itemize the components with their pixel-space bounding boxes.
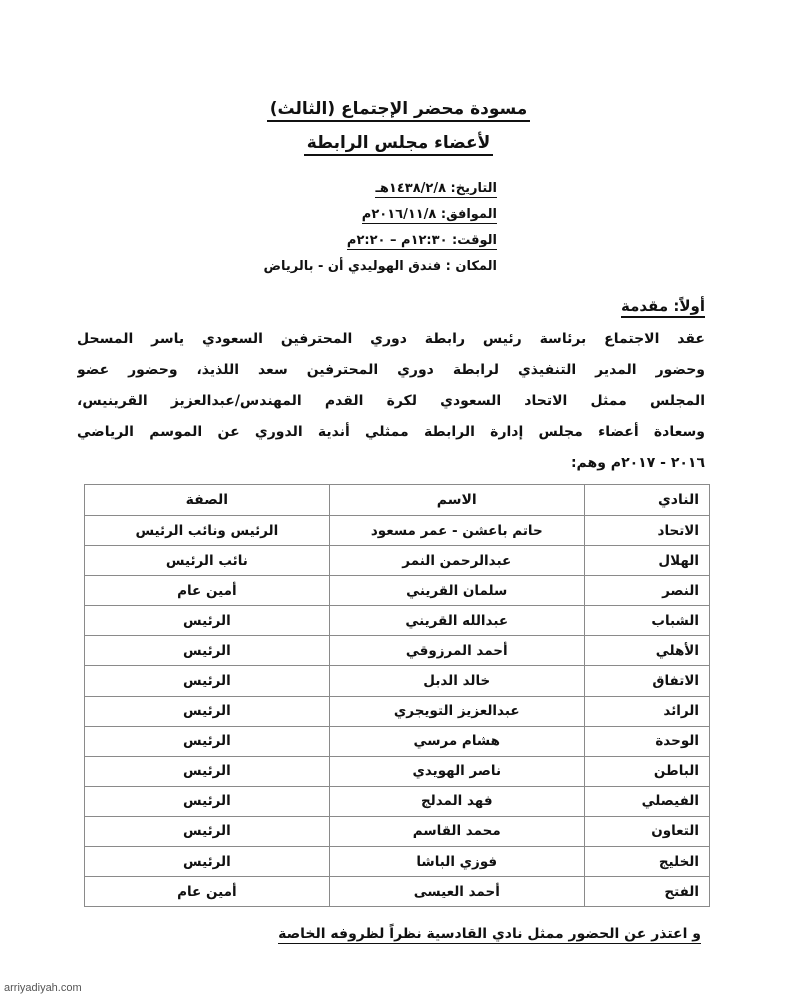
table-row — [85, 666, 710, 696]
header-club: النادي — [584, 485, 709, 516]
intro-line: وحضور المدير التنفيذي لرابطة دوري المحترفين سعد اللذيذ، وحضور عضو — [77, 362, 705, 378]
cell-role: أمين عام — [85, 877, 330, 907]
cell-role: الرئيس ونائب الرئيس — [85, 516, 330, 546]
intro-line: ٢٠١٦ - ٢٠١٧م وهم: — [570, 455, 705, 471]
cell-role: الرئيس — [85, 636, 330, 666]
cell-role: أمين عام — [85, 576, 330, 606]
cell-role: نائب الرئيس — [85, 546, 330, 576]
cell-name: ناصر الهويدي — [329, 756, 584, 786]
intro-line: وسعادة أعضاء مجلس إدارة الرابطة ممثلي أندية الدوري عن الموسم الرياضي — [77, 424, 705, 440]
table-row — [85, 847, 710, 877]
table-row — [85, 786, 710, 816]
cell-club: الرائد — [584, 696, 709, 726]
cell-name: أحمد العيسى — [329, 877, 584, 907]
cell-role: الرئيس — [85, 726, 330, 756]
intro-heading: أولاً: مقدمة — [621, 297, 705, 315]
cell-name: فوزي الباشا — [329, 847, 584, 877]
cell-club: التعاون — [584, 816, 709, 846]
cell-role: الرئيس — [85, 696, 330, 726]
cell-role: الرئيس — [85, 847, 330, 877]
header-name: الاسم — [329, 485, 584, 516]
cell-club: الاتفاق — [584, 666, 709, 696]
cell-role: الرئيس — [85, 786, 330, 816]
cell-club: الخليج — [584, 847, 709, 877]
table-row — [85, 726, 710, 756]
cell-club: الفيصلي — [584, 786, 709, 816]
absence-note: و اعتذر عن الحضور ممثل نادي القادسية نظراً لظروفه الخاصة — [278, 926, 701, 942]
watermark: arriyadiyah.com — [4, 982, 82, 994]
cell-role: الرئيس — [85, 756, 330, 786]
table-header-row — [85, 485, 710, 516]
meeting-details — [263, 176, 497, 280]
cell-club: النصر — [584, 576, 709, 606]
table-row — [85, 756, 710, 786]
table-row — [85, 816, 710, 846]
cell-club: الهلال — [584, 546, 709, 576]
intro-paragraph — [77, 324, 705, 479]
table-row — [85, 606, 710, 636]
cell-name: عبدالعزيز التويجري — [329, 696, 584, 726]
members-table — [84, 484, 710, 907]
title-line-1: مسودة محضر الإجتماع (الثالث) — [267, 99, 531, 122]
cell-club: الوحدة — [584, 726, 709, 756]
cell-club: الأهلي — [584, 636, 709, 666]
document-title — [0, 92, 797, 160]
cell-name: عبدالرحمن النمر — [329, 546, 584, 576]
cell-name: فهد المدلج — [329, 786, 584, 816]
cell-club: الاتحاد — [584, 516, 709, 546]
cell-role: الرئيس — [85, 816, 330, 846]
cell-name: عبدالله القريني — [329, 606, 584, 636]
date-gregorian: الموافق: ٢٠١٦/١١/٨م — [361, 207, 497, 222]
table-row — [85, 696, 710, 726]
date-hijri: التاريخ: ١٤٣٨/٢/٨هـ — [375, 181, 497, 196]
table-body — [85, 516, 710, 907]
cell-club: الباطن — [584, 756, 709, 786]
cell-name: حاتم باعشن - عمر مسعود — [329, 516, 584, 546]
table-row — [85, 516, 710, 546]
cell-name: هشام مرسي — [329, 726, 584, 756]
header-role: الصفة — [85, 485, 330, 516]
intro-line: عقد الاجتماع برئاسة رئيس رابطة دوري المحترفين السعودي ياسر المسحل — [77, 331, 705, 347]
cell-role: الرئيس — [85, 606, 330, 636]
table-row — [85, 576, 710, 606]
cell-name: سلمان القريني — [329, 576, 584, 606]
meeting-time: الوقت: ١٢:٣٠م – ٢:٢٠م — [346, 233, 497, 248]
cell-name: محمد القاسم — [329, 816, 584, 846]
table-row — [85, 877, 710, 907]
cell-name: خالد الدبل — [329, 666, 584, 696]
title-line-2: لأعضاء مجلس الرابطة — [304, 133, 494, 156]
table-row — [85, 546, 710, 576]
cell-role: الرئيس — [85, 666, 330, 696]
cell-club: الشباب — [584, 606, 709, 636]
cell-name: أحمد المرزوقي — [329, 636, 584, 666]
table-row — [85, 636, 710, 666]
meeting-place: المكان : فندق الهوليدي أن - بالرياض — [263, 259, 497, 274]
cell-club: الفتح — [584, 877, 709, 907]
intro-line: المجلس ممثل الاتحاد السعودي لكرة القدم المهندس/عبدالعزيز القرينيس، — [77, 393, 705, 409]
